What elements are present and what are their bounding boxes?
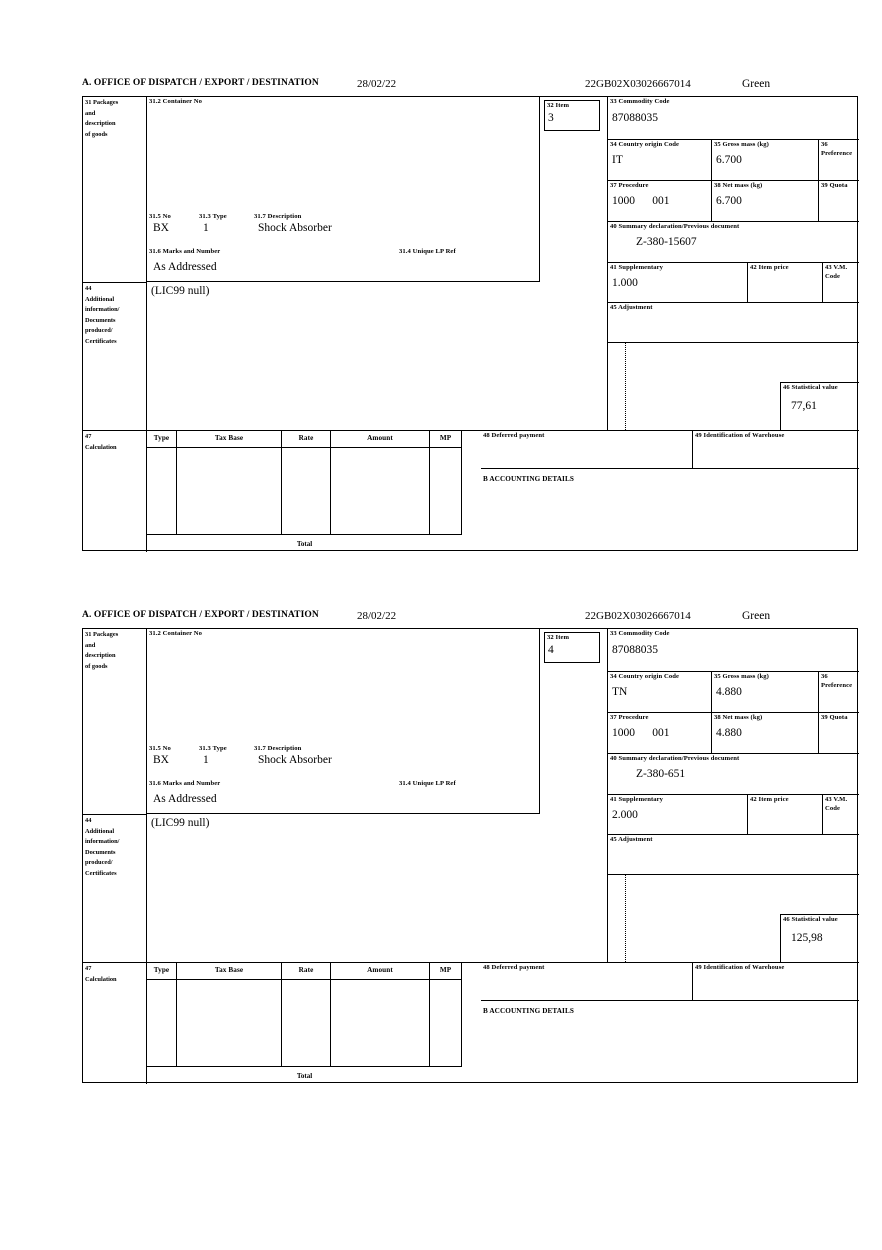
routing-lane: Green: [742, 78, 771, 90]
box-47-col-type-body: [147, 448, 177, 534]
box-44-label-line-4: Documents: [85, 316, 116, 324]
box-31-3-type-label: 31.3 Type: [199, 213, 227, 220]
box-33-cell: [608, 629, 859, 672]
box-37-cell: [608, 713, 712, 754]
packages-type-value: 1: [203, 754, 209, 766]
box-42-label: 42 Item price: [750, 796, 789, 803]
box-34-cell: [608, 672, 712, 713]
box-39-label: 39 Quota: [821, 182, 848, 189]
box-31-label-line-1: 31 Packages: [85, 99, 119, 106]
box-41-label: 41 Supplementary: [610, 264, 664, 271]
box-44-content-cell: [147, 814, 608, 962]
box-42-cell: [748, 263, 823, 303]
packages-no-value: BX: [153, 222, 169, 234]
item-price-value: [748, 273, 822, 277]
box-32-item-box: [544, 100, 600, 131]
box-44-label-line-2: Additional: [85, 827, 115, 835]
additional-information-value: (LIC99 null): [151, 285, 210, 297]
deferred-payment-value: [481, 973, 692, 977]
box-47-label-cell: [83, 962, 147, 1084]
box-41-cell: [608, 795, 748, 835]
box-47-label-line-1: 47: [85, 965, 92, 972]
country-origin-code-value: IT: [612, 153, 623, 166]
box-46-label: 46 Statistical value: [783, 916, 838, 923]
box-b-accounting-cell: [481, 1001, 859, 1084]
container-no-value: [149, 651, 153, 663]
box-47-col-taxbase-header: Tax Base: [177, 963, 282, 980]
previous-document-value: Z-380-15607: [636, 235, 697, 248]
box-47-table: [147, 430, 481, 552]
box-49-cell: [693, 962, 859, 1001]
box-31-label-line-4: of goods: [85, 662, 108, 670]
box-37-cell: [608, 181, 712, 222]
box-b-label: B ACCOUNTING DETAILS: [483, 1007, 574, 1015]
box-31-6-marks-label: 31.6 Marks and Number: [149, 780, 221, 787]
procedure-value: 1000 001: [612, 194, 670, 207]
box-47-col-type-header: Type: [147, 431, 177, 448]
box-36-cell: [819, 672, 859, 713]
box-47-col-mp-body: [430, 448, 462, 534]
preference-value: [819, 158, 859, 162]
box-45-cell: [608, 835, 859, 875]
box-41-label: 41 Supplementary: [610, 796, 664, 803]
net-mass-value: 6.700: [716, 194, 742, 207]
box-34-label: 34 Country origin Code: [610, 673, 680, 680]
box-47-col-mp-header: MP: [430, 431, 462, 448]
box-46-region: [608, 875, 859, 962]
packages-type-value: 1: [203, 222, 209, 234]
box-46-cell: [780, 914, 859, 962]
deferred-payment-value: [481, 441, 692, 445]
box-31-description-cell: [147, 629, 540, 814]
box-48-label: 48 Deferred payment: [483, 432, 545, 439]
box-35-cell: [712, 140, 819, 181]
box-47-col-amount-body: [331, 980, 430, 1066]
box-32-cell: [540, 97, 608, 282]
box-43-label: 43 V.M. Code: [825, 264, 848, 280]
box-36-cell: [819, 140, 859, 181]
vm-code-value: [823, 813, 859, 817]
box-40-cell: [608, 222, 859, 263]
box-47-total-row: [147, 534, 462, 552]
box-34-cell: [608, 140, 712, 181]
routing-lane: Green: [742, 610, 771, 622]
box-32-label: 32 Item: [547, 634, 570, 641]
gross-mass-value: 4.880: [716, 685, 742, 698]
box-47-col-amount-header: Amount: [331, 431, 430, 448]
box-38-cell: [712, 181, 819, 222]
procedure-value: 1000 001: [612, 726, 670, 739]
declaration-grid: [82, 628, 858, 1083]
box-47-label-line-2: Calculation: [85, 975, 117, 983]
customs-declaration-form-1: [82, 78, 860, 551]
box-44-label-line-2: Additional: [85, 295, 115, 303]
box-49-label: 49 Identification of Warehouse: [695, 432, 785, 439]
box-44-label-line-3: information/: [85, 306, 120, 314]
box-31-6-marks-label: 31.6 Marks and Number: [149, 248, 221, 255]
box-40-label: 40 Summary declaration/Previous document: [610, 755, 740, 762]
box-47-col-amount-body: [331, 448, 430, 534]
box-35-label: 35 Gross mass (kg): [714, 673, 769, 680]
supplementary-value: 1.000: [612, 276, 638, 289]
box-35-label: 35 Gross mass (kg): [714, 141, 769, 148]
box-46-region: [608, 343, 859, 430]
box-47-label-line-2: Calculation: [85, 443, 117, 451]
box-31-7-description-label: 31.7 Description: [254, 213, 302, 220]
box-44-label-cell: [83, 282, 147, 430]
box-43-cell: [823, 795, 859, 835]
box-31-4-unique-lp-ref-label: 31.4 Unique LP Ref: [399, 780, 456, 787]
box-34-label: 34 Country origin Code: [610, 141, 680, 148]
box-31-3-type-label: 31.3 Type: [199, 745, 227, 752]
box-31-label-line-1: 31 Packages: [85, 631, 119, 638]
box-47-col-rate-header: Rate: [282, 963, 331, 980]
box-35-cell: [712, 672, 819, 713]
box-44-label-line-6: Certificates: [85, 337, 117, 345]
box-37-label: 37 Procedure: [610, 714, 649, 721]
box-36-label: 36 Preference: [821, 673, 853, 689]
box-31-label-cell: [83, 97, 147, 282]
box-44-label-line-4: Documents: [85, 848, 116, 856]
box-33-label: 33 Commodity Code: [610, 630, 670, 637]
box-31-description-cell: [147, 97, 540, 282]
box-47-col-rate-body: [282, 448, 331, 534]
commodity-code-value: 87088035: [612, 643, 658, 656]
box-46-dotted-divider: [625, 875, 780, 962]
box-46-dotted-divider: [625, 343, 780, 430]
box-31-label-cell: [83, 629, 147, 814]
net-mass-value: 4.880: [716, 726, 742, 739]
additional-information-value: (LIC99 null): [151, 817, 210, 829]
office-of-dispatch-label: A. OFFICE OF DISPATCH / EXPORT / DESTINATION: [82, 610, 319, 620]
office-of-dispatch-label: A. OFFICE OF DISPATCH / EXPORT / DESTINATION: [82, 78, 319, 88]
box-44-label-line-1: 44: [85, 817, 92, 824]
customs-declaration-form-2: [82, 610, 860, 1083]
box-45-label: 45 Adjustment: [610, 304, 653, 311]
movement-reference-number: 22GB02X03026667014: [585, 78, 691, 90]
box-44-label-line-5: produced/: [85, 859, 113, 867]
box-48-label: 48 Deferred payment: [483, 964, 545, 971]
adjustment-value: [608, 845, 859, 849]
box-39-cell: [819, 713, 859, 754]
box-32-item-box: [544, 632, 600, 663]
box-47-col-taxbase-header: Tax Base: [177, 431, 282, 448]
box-47-table: [147, 962, 481, 1084]
box-48-cell: [481, 962, 693, 1001]
form-header: [82, 610, 860, 626]
box-36-label: 36 Preference: [821, 141, 853, 157]
box-31-5-no-label: 31.5 No: [149, 745, 171, 752]
box-48-cell: [481, 430, 693, 469]
box-31-label-line-2: and: [85, 641, 96, 649]
form-header: [82, 78, 860, 94]
box-31-2-container-label: 31.2 Container No: [149, 98, 203, 105]
box-44-content-cell: [147, 282, 608, 430]
movement-reference-number: 22GB02X03026667014: [585, 610, 691, 622]
declaration-date: 28/02/22: [357, 610, 397, 622]
container-no-value: [149, 119, 153, 131]
box-41-cell: [608, 263, 748, 303]
box-44-label-cell: [83, 814, 147, 962]
marks-and-number-value: As Addressed: [153, 793, 217, 805]
box-31-label-line-4: of goods: [85, 130, 108, 138]
box-38-cell: [712, 713, 819, 754]
warehouse-identification-value: [693, 441, 859, 445]
box-47-col-type-header: Type: [147, 963, 177, 980]
item-number-value: 4: [548, 643, 554, 656]
statistical-value-value: 125,98: [791, 931, 823, 944]
box-47-col-rate-header: Rate: [282, 431, 331, 448]
box-b-accounting-cell: [481, 469, 859, 552]
country-origin-code-value: TN: [612, 685, 628, 698]
box-46-cell: [780, 382, 859, 430]
box-45-label: 45 Adjustment: [610, 836, 653, 843]
box-44-label-line-6: Certificates: [85, 869, 117, 877]
previous-document-value: Z-380-651: [636, 767, 686, 780]
quota-value: [819, 191, 859, 195]
box-44-label-line-3: information/: [85, 838, 120, 846]
box-45-cell: [608, 303, 859, 343]
box-37-label: 37 Procedure: [610, 182, 649, 189]
box-39-label: 39 Quota: [821, 714, 848, 721]
box-32-cell: [540, 629, 608, 814]
box-43-label: 43 V.M. Code: [825, 796, 848, 812]
box-40-cell: [608, 754, 859, 795]
box-47-col-type-body: [147, 980, 177, 1066]
box-47-label-line-1: 47: [85, 433, 92, 440]
box-31-7-description-label: 31.7 Description: [254, 745, 302, 752]
box-b-label: B ACCOUNTING DETAILS: [483, 475, 574, 483]
box-47-col-taxbase-body: [177, 980, 282, 1066]
box-47-col-taxbase-body: [177, 448, 282, 534]
box-47-total-label: Total: [296, 540, 313, 548]
box-31-label-line-3: description: [85, 120, 116, 128]
supplementary-value: 2.000: [612, 808, 638, 821]
box-43-cell: [823, 263, 859, 303]
box-33-label: 33 Commodity Code: [610, 98, 670, 105]
item-number-value: 3: [548, 111, 554, 124]
gross-mass-value: 6.700: [716, 153, 742, 166]
item-price-value: [748, 805, 822, 809]
packages-description-value: Shock Absorber: [258, 222, 332, 234]
box-47-col-amount-header: Amount: [331, 963, 430, 980]
box-39-cell: [819, 181, 859, 222]
declaration-grid: [82, 96, 858, 551]
box-31-label-line-3: description: [85, 652, 116, 660]
box-42-label: 42 Item price: [750, 264, 789, 271]
box-38-label: 38 Net mass (kg): [714, 182, 763, 189]
box-47-label-cell: [83, 430, 147, 552]
statistical-value-value: 77,61: [791, 399, 817, 412]
box-49-cell: [693, 430, 859, 469]
box-49-label: 49 Identification of Warehouse: [695, 964, 785, 971]
box-47-col-mp-body: [430, 980, 462, 1066]
box-42-cell: [748, 795, 823, 835]
packages-no-value: BX: [153, 754, 169, 766]
box-47-total-row: [147, 1066, 462, 1084]
box-33-cell: [608, 97, 859, 140]
box-46-label: 46 Statistical value: [783, 384, 838, 391]
box-47-col-rate-body: [282, 980, 331, 1066]
box-47-total-label: Total: [296, 1072, 313, 1080]
box-31-label-line-2: and: [85, 109, 96, 117]
packages-description-value: Shock Absorber: [258, 754, 332, 766]
box-44-label-line-1: 44: [85, 285, 92, 292]
box-44-label-line-5: produced/: [85, 327, 113, 335]
box-31-5-no-label: 31.5 No: [149, 213, 171, 220]
box-47-col-mp-header: MP: [430, 963, 462, 980]
vm-code-value: [823, 281, 859, 285]
quota-value: [819, 723, 859, 727]
box-31-2-container-label: 31.2 Container No: [149, 630, 203, 637]
box-38-label: 38 Net mass (kg): [714, 714, 763, 721]
commodity-code-value: 87088035: [612, 111, 658, 124]
adjustment-value: [608, 313, 859, 317]
preference-value: [819, 690, 859, 694]
box-31-4-unique-lp-ref-label: 31.4 Unique LP Ref: [399, 248, 456, 255]
declaration-date: 28/02/22: [357, 78, 397, 90]
box-40-label: 40 Summary declaration/Previous document: [610, 223, 740, 230]
box-32-label: 32 Item: [547, 102, 570, 109]
warehouse-identification-value: [693, 973, 859, 977]
marks-and-number-value: As Addressed: [153, 261, 217, 273]
